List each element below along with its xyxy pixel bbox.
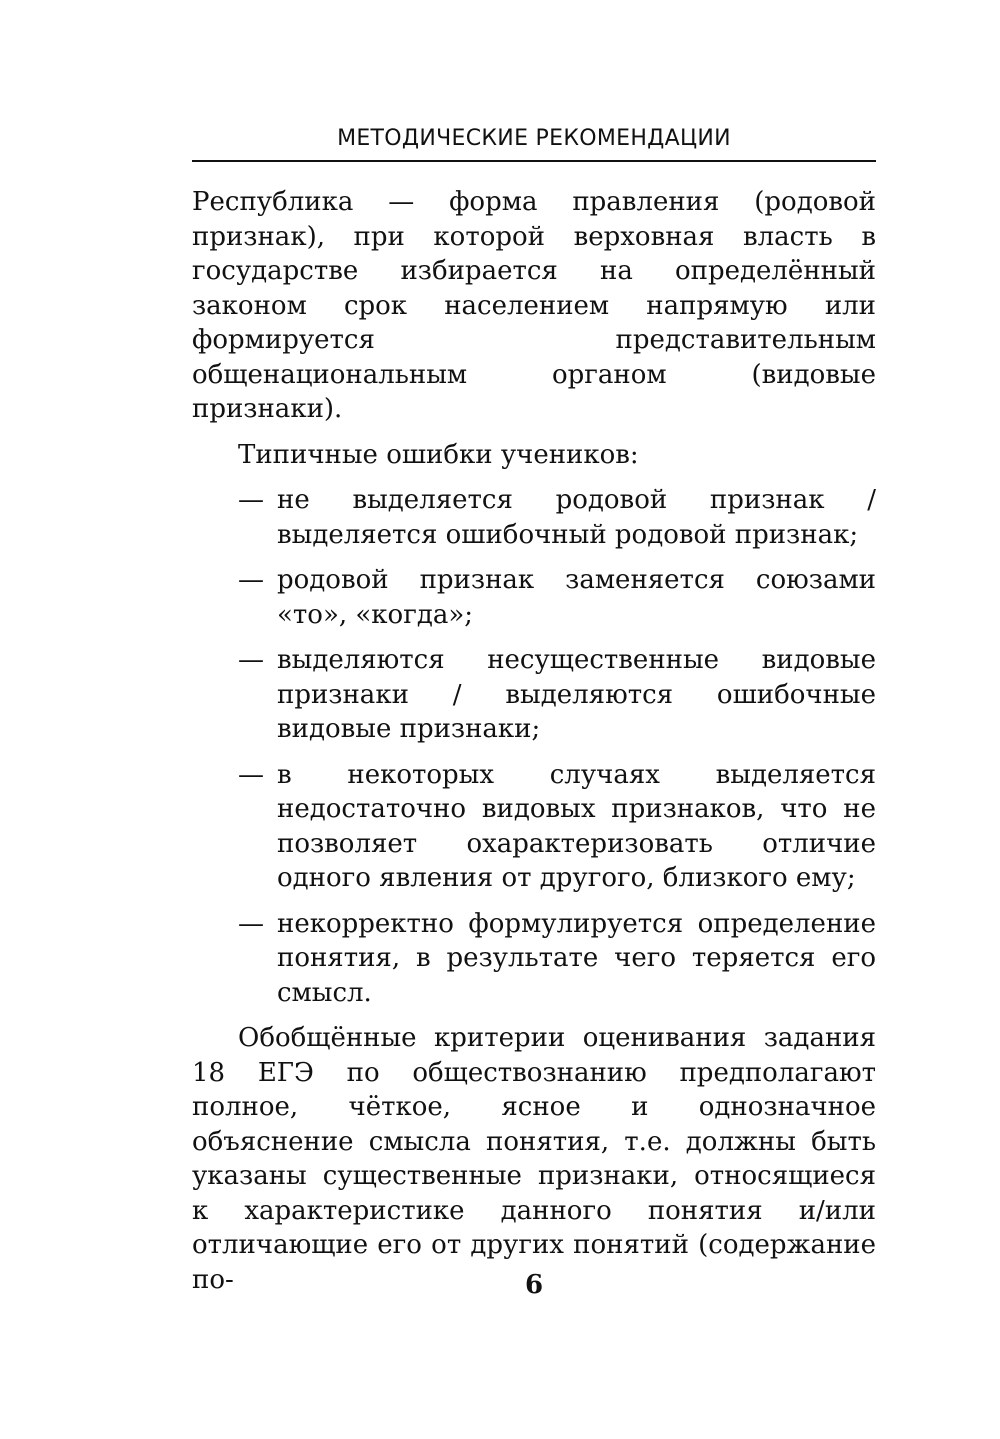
criteria-paragraph: Обобщённые критерии оценивания задания 18 ЕГЭ по обществознанию предполагают полное, чёткое, ясное и однозначное объяснение смысла понятия, т.е. должны быть указаны существенные признаки, относящиеся к характеристике данного понятия и/или отличающие его от других понятий (содержание по- bbox=[192, 1023, 876, 1295]
list-item-text: в некоторых случаях выделяется недостаточно видовых признаков, что не позволяет охарактеризовать отличие одного явления от другого, близкого ему; bbox=[277, 759, 876, 893]
list-item bbox=[238, 758, 876, 896]
header-rule bbox=[192, 160, 876, 162]
dash-bullet: — bbox=[238, 759, 264, 790]
running-head-title: МЕТОДИЧЕСКИЕ РЕКОМЕНДАЦИИ bbox=[337, 126, 731, 151]
list-item bbox=[238, 643, 876, 747]
list-item-text: выделяются несущественные видовые признаки / выделяются ошибочные видовые признаки; bbox=[277, 645, 876, 744]
errors-heading: Типичные ошибки учеников: bbox=[238, 439, 639, 470]
list-item-text: не выделяется родовой признак / выделяется ошибочный родовой признак; bbox=[277, 485, 876, 550]
definition-paragraph: Республика — форма правления (родовой признак), при которой верховная власть в государстве избирается на определённый законом срок населением напрямую или формируется представительным общенациональным органом (видовые признаки). bbox=[192, 187, 876, 424]
page-number: 6 bbox=[524, 1270, 544, 1300]
dash-bullet: — bbox=[238, 485, 264, 515]
list-item bbox=[238, 563, 876, 632]
dash-bullet: — bbox=[238, 565, 264, 595]
list-item bbox=[238, 907, 876, 1011]
dash-bullet: — bbox=[238, 908, 264, 939]
page-body bbox=[192, 185, 876, 1297]
list-item-text: родовой признак заменяется союзами «то», «когда»; bbox=[277, 565, 876, 630]
list-item bbox=[238, 483, 876, 552]
dash-bullet: — bbox=[238, 645, 264, 675]
errors-list bbox=[238, 483, 876, 1010]
list-item-text: некорректно формулируется определение понятия, в результате чего теряется его смысл. bbox=[277, 908, 876, 1008]
